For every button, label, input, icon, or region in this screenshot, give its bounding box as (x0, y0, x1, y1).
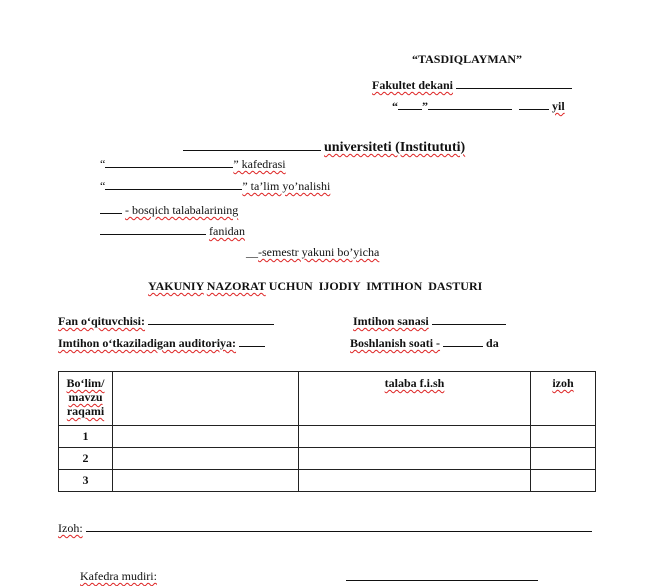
semester-label: -semestr yakuni bo’yicha (258, 245, 380, 259)
exam-date-label: Imtihon sanasi (353, 314, 429, 328)
izoh-label: Izoh: (58, 521, 83, 535)
stage-blank[interactable] (100, 202, 122, 214)
date-open-quote: “ (392, 99, 398, 113)
department-blank[interactable] (105, 156, 233, 168)
dean-label: Fakultet dekani (372, 78, 454, 92)
semester-prefix: __ (246, 245, 258, 259)
exam-date-line (353, 313, 506, 328)
head-signature-blank[interactable] (346, 569, 538, 581)
table-row (59, 448, 596, 470)
university-line (183, 139, 465, 155)
row-cell[interactable] (531, 448, 596, 470)
start-time-blank[interactable] (443, 335, 483, 347)
start-time-suffix: da (486, 336, 499, 350)
department-head-signature-line (346, 569, 538, 584)
room-blank[interactable] (239, 335, 265, 347)
direction-line (100, 178, 330, 193)
department-label: ” kafedrasi (233, 157, 286, 171)
direction-blank[interactable] (105, 178, 242, 190)
direction-label: ” ta’lim yo’nalishi (242, 179, 331, 193)
start-time-line (350, 335, 499, 350)
dir-open-quote: “ (100, 179, 106, 193)
department-head-label: Kafedra mudiri: (80, 569, 157, 583)
heading-rest: UCHUN IJODIY IMTIHON DASTURI (268, 279, 483, 293)
header-line-2: mavzu (68, 390, 103, 404)
izoh-line (58, 520, 592, 535)
header-line-1: Bo‘lim/ (66, 376, 105, 390)
header-note: izoh (531, 372, 596, 426)
teacher-line (58, 313, 274, 328)
subject-label: fanidan (209, 224, 245, 238)
date-close-quote: ” (422, 99, 428, 113)
row-number: 2 (59, 448, 113, 470)
department-line (100, 156, 286, 171)
year-blank[interactable] (519, 98, 549, 110)
header-student-name: talaba f.i.sh (299, 372, 531, 426)
row-number: 3 (59, 470, 113, 492)
start-time-label: Boshlanish soati - (350, 336, 441, 350)
stage-label: - bosqich talabalarining (125, 203, 239, 217)
row-cell[interactable] (113, 448, 299, 470)
table-row (59, 470, 596, 492)
header-section-number (59, 372, 113, 426)
row-cell[interactable] (531, 426, 596, 448)
teacher-label: Fan o‘qituvchisi: (58, 314, 146, 328)
approval-date-line (392, 98, 565, 113)
heading-word-1: YAKUNIY (148, 279, 204, 293)
university-blank[interactable] (183, 139, 321, 151)
row-cell[interactable] (299, 448, 531, 470)
heading-word-2: NAZORAT (206, 279, 266, 293)
subject-blank[interactable] (100, 223, 206, 235)
room-line (58, 335, 265, 350)
exam-date-blank[interactable] (432, 313, 506, 325)
row-cell[interactable] (113, 426, 299, 448)
header-empty (113, 372, 299, 426)
row-number: 1 (59, 426, 113, 448)
approval-title: “TASDIQLAYMAN” (412, 52, 523, 66)
month-blank[interactable] (428, 98, 512, 110)
header-line-3: raqami (66, 404, 105, 418)
room-label: Imtihon o‘tkaziladigan auditoriya: (58, 336, 237, 350)
row-cell[interactable] (299, 426, 531, 448)
dean-line (372, 77, 572, 92)
university-name: universiteti (Institututi) (324, 140, 466, 155)
table-row (59, 426, 596, 448)
teacher-blank[interactable] (148, 313, 274, 325)
row-cell[interactable] (299, 470, 531, 492)
dept-open-quote: “ (100, 157, 106, 171)
stage-line (100, 202, 238, 217)
semester-line (246, 245, 379, 259)
document-heading (148, 279, 482, 293)
table-header-row (59, 372, 596, 426)
day-blank[interactable] (398, 98, 422, 110)
subject-line (100, 223, 245, 238)
izoh-blank[interactable] (86, 520, 592, 532)
row-cell[interactable] (113, 470, 299, 492)
exam-table (58, 371, 596, 492)
row-cell[interactable] (531, 470, 596, 492)
dean-signature-blank[interactable] (456, 77, 572, 89)
year-label: yil (552, 99, 565, 113)
